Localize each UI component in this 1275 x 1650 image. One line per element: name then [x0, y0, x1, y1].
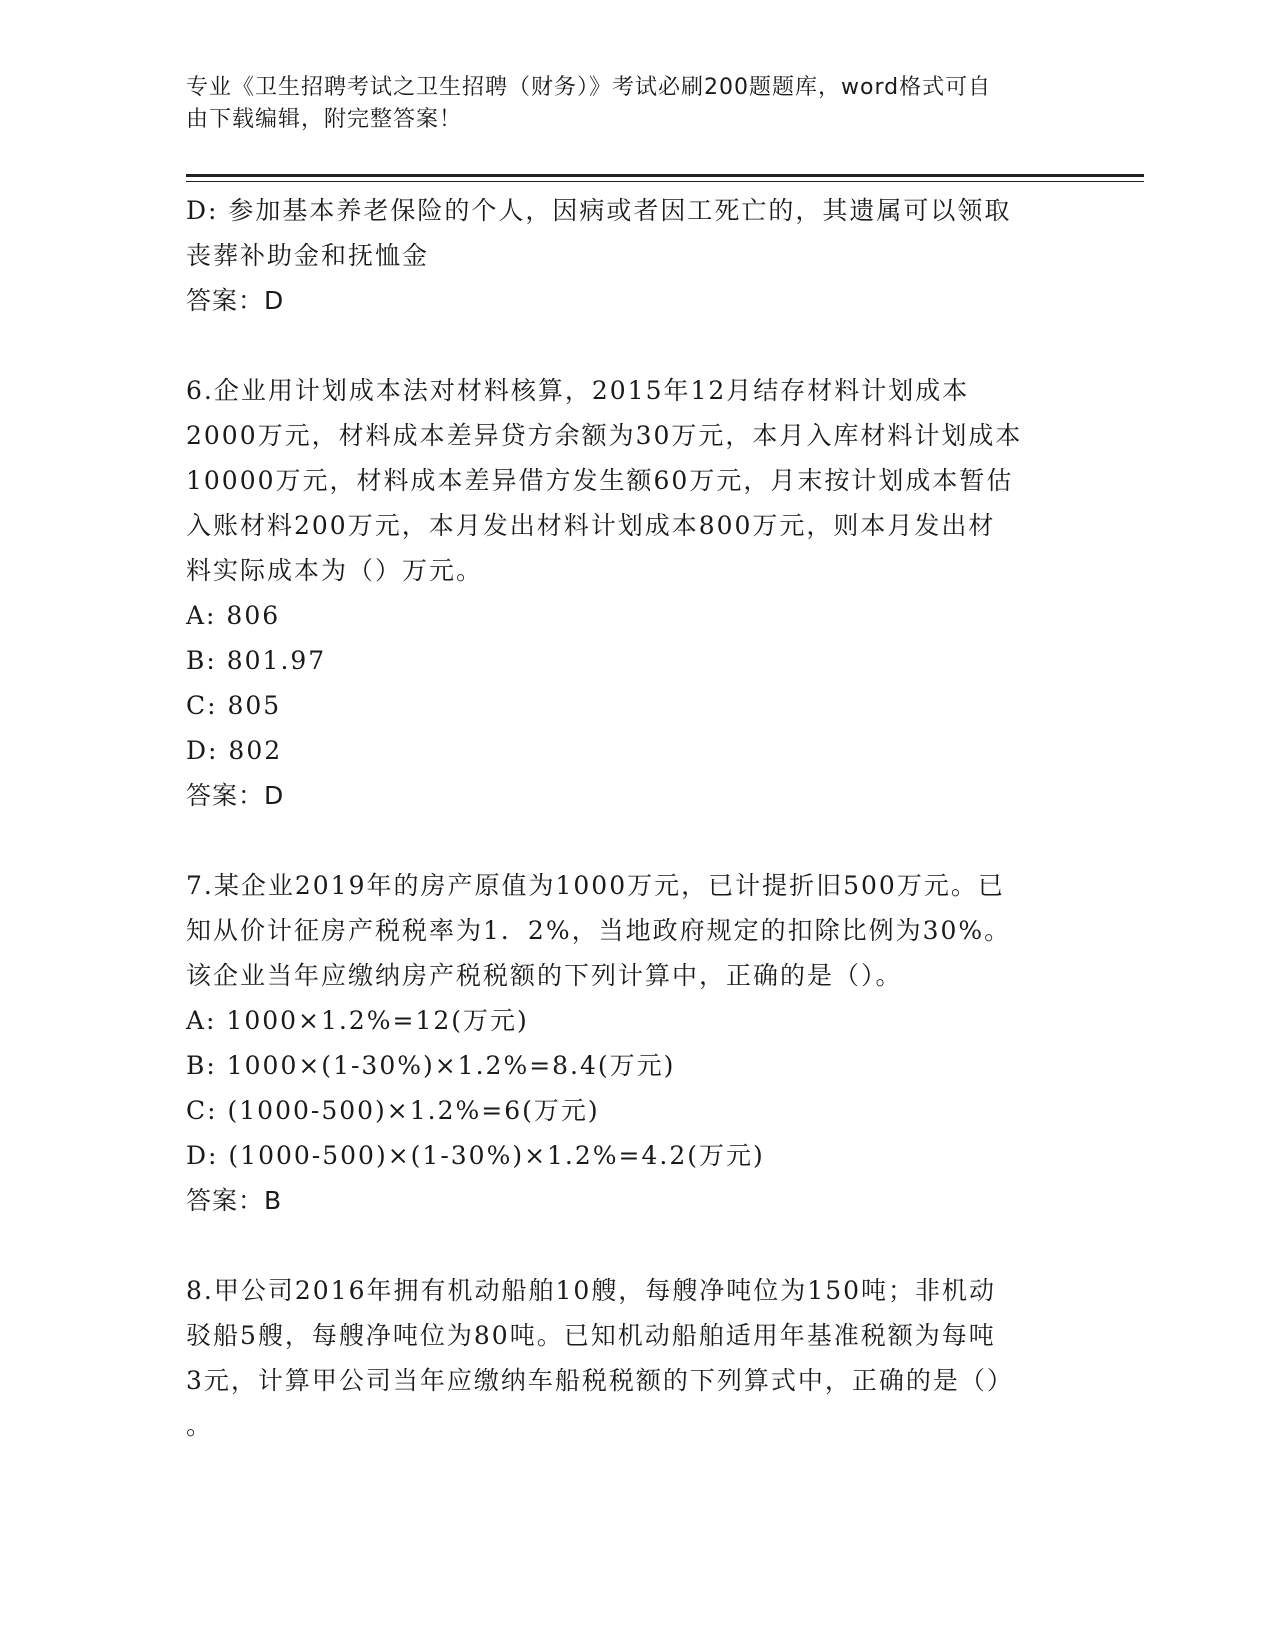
option-a: A: 1000×1.2%=12(万元) [186, 1006, 529, 1035]
question-stem-line: 2000万元，材料成本差异贷方余额为30万元，本月入库材料计划成本 [186, 421, 1023, 450]
answer-line: 答案：B [186, 1186, 283, 1215]
option-b: B: 801.97 [186, 646, 327, 675]
question-stem-line: 8.甲公司2016年拥有机动船舶10艘，每艘净吨位为150吨；非机动 [186, 1276, 997, 1305]
option-d: D: (1000-500)×(1-30%)×1.2%=4.2(万元) [186, 1141, 765, 1170]
option-d: D: 802 [186, 736, 283, 765]
answer-line: 答案：D [186, 286, 285, 315]
question-8 [186, 1268, 1076, 1448]
question-stem-line: 驳船5艘，每艘净吨位为80吨。已知机动船舶适用年基准税额为每吨 [186, 1321, 996, 1350]
question-stem-line: 入账材料200万元，本月发出材料计划成本800万元，则本月发出材 [186, 511, 996, 540]
question-stem-line: 料实际成本为（）万元。 [186, 556, 484, 585]
question-stem-line: 6.企业用计划成本法对材料核算，2015年12月结存材料计划成本 [186, 376, 970, 405]
question-stem-line: 知从价计征房产税税率为1．2%，当地政府规定的扣除比例为30%。 [186, 916, 1012, 945]
question-7 [186, 863, 1076, 1223]
header-rule-thin [186, 181, 1144, 182]
question-6 [186, 368, 1076, 818]
option-c: C: 805 [186, 691, 282, 720]
document-body [186, 188, 1076, 1448]
question-stem-line: 。 [186, 1411, 214, 1440]
option-d-line-2: 丧葬补助金和抚恤金 [186, 241, 430, 270]
option-b: B: 1000×(1-30%)×1.2%=8.4(万元) [186, 1051, 676, 1080]
spacer [186, 1223, 1076, 1268]
option-a: A: 806 [186, 601, 281, 630]
option-c: C: (1000-500)×1.2%=6(万元) [186, 1096, 600, 1125]
document-header [186, 72, 1066, 136]
spacer [186, 323, 1076, 368]
option-d-line-1: D: 参加基本养老保险的个人，因病或者因工死亡的，其遗属可以领取 [186, 196, 1012, 225]
header-rule-thick [186, 174, 1144, 177]
question-stem-line: 10000万元，材料成本差异借方发生额60万元，月末按计划成本暂估 [186, 466, 1014, 495]
question-stem-line: 7.某企业2019年的房产原值为1000万元，已计提折旧500万元。已 [186, 871, 1005, 900]
spacer [186, 818, 1076, 863]
previous-question-tail [186, 188, 1076, 323]
answer-line: 答案：D [186, 781, 285, 810]
question-stem-line: 3元，计算甲公司当年应缴纳车船税税额的下列算式中，正确的是（） [186, 1366, 1014, 1395]
header-line-1: 专业《卫生招聘考试之卫生招聘（财务）》考试必刷200题题库，word格式可自 [186, 75, 992, 100]
question-stem-line: 该企业当年应缴纳房产税税额的下列计算中，正确的是（）。 [186, 961, 903, 990]
header-line-2: 由下载编辑，附完整答案！ [186, 107, 463, 132]
